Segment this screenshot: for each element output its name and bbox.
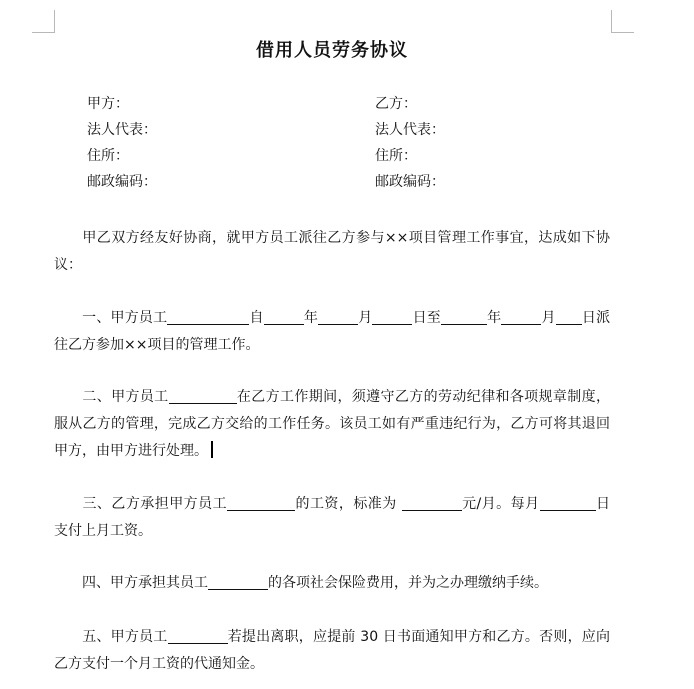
clause-3-text-2: 的工资，标准为 [295, 496, 402, 512]
blank-employee-name [227, 494, 295, 511]
clause-2-text-2: 在乙方工作期间，须遵守乙方的劳动纪律和各项规章制度，服从乙方的管理，完成乙方交给的工作任务。该员工如有严重违纪行为，乙方可将其退回甲方，由甲方进行处理。 [54, 389, 610, 459]
party-a-rep-label: 法人代表： [87, 122, 157, 138]
party-a-address-label: 住所： [87, 148, 129, 164]
crop-mark-top-right [611, 10, 634, 33]
party-a-block [87, 91, 157, 195]
clause-5 [54, 624, 610, 678]
text-cursor [211, 441, 213, 458]
clause-5-text-1: 五、甲方员工 [82, 629, 168, 645]
clause-5-text-2: 若提出离职，应提前 30 日书面通知甲方和乙方。否则，应向乙方支付一个月工资的代通知金。 [54, 629, 610, 672]
clause-2-text-1: 二、甲方员工 [82, 389, 169, 405]
clause-3-text-4: 日支付上月工资。 [54, 496, 611, 539]
blank-employee-name [169, 387, 237, 404]
clause-1-text-4: 月 [358, 310, 373, 326]
document-title: 借用人员劳务协议 [256, 40, 408, 61]
clause-4 [54, 570, 610, 597]
clause-1-text-6: 年 [486, 310, 502, 326]
blank-employee-name [208, 573, 268, 590]
blank-salary-amount [402, 494, 462, 511]
blank-end-month [501, 308, 541, 325]
blank-end-day [556, 308, 582, 325]
blank-start-month [318, 308, 358, 325]
clause-1-text-1: 一、甲方员工 [82, 310, 168, 326]
clause-1-text-2: 自 [249, 310, 264, 326]
party-a-name-label: 甲方： [87, 96, 129, 112]
clause-3 [54, 491, 610, 545]
clause-3-text-1: 三、乙方承担甲方员工 [82, 496, 228, 512]
clause-2 [54, 384, 610, 465]
clause-3-text-3: 元/月。每月 [461, 496, 540, 512]
blank-employee-name [167, 308, 249, 325]
blank-employee-name [168, 627, 228, 644]
intro-text: 甲乙双方经友好协商，就甲方员工派往乙方参与××项目管理工作事宜，达成如下协议： [54, 230, 610, 273]
blank-end-year [441, 308, 487, 325]
crop-mark-top-left [32, 10, 55, 33]
clause-1-text-7: 月 [541, 310, 556, 326]
blank-start-day [372, 308, 412, 325]
clause-1 [54, 305, 610, 359]
blank-start-year [264, 308, 304, 325]
clause-1-text-5: 日至 [412, 310, 441, 326]
clause-4-text-2: 的各项社会保险费用，并为之办理缴纳手续。 [268, 575, 548, 591]
party-a-postcode-label: 邮政编码： [87, 174, 157, 190]
party-b-block [375, 91, 445, 195]
party-b-name-label: 乙方： [375, 96, 417, 112]
clause-1-text-3: 年 [303, 310, 319, 326]
intro-paragraph [54, 225, 610, 279]
clause-1-text-8: 日派往乙方参加××项目的管理工作。 [54, 310, 611, 353]
blank-pay-day [540, 494, 596, 511]
clause-4-text-1: 四、甲方承担其员工 [82, 575, 208, 591]
party-b-rep-label: 法人代表： [375, 122, 445, 138]
party-b-postcode-label: 邮政编码： [375, 174, 445, 190]
party-b-address-label: 住所： [375, 148, 417, 164]
